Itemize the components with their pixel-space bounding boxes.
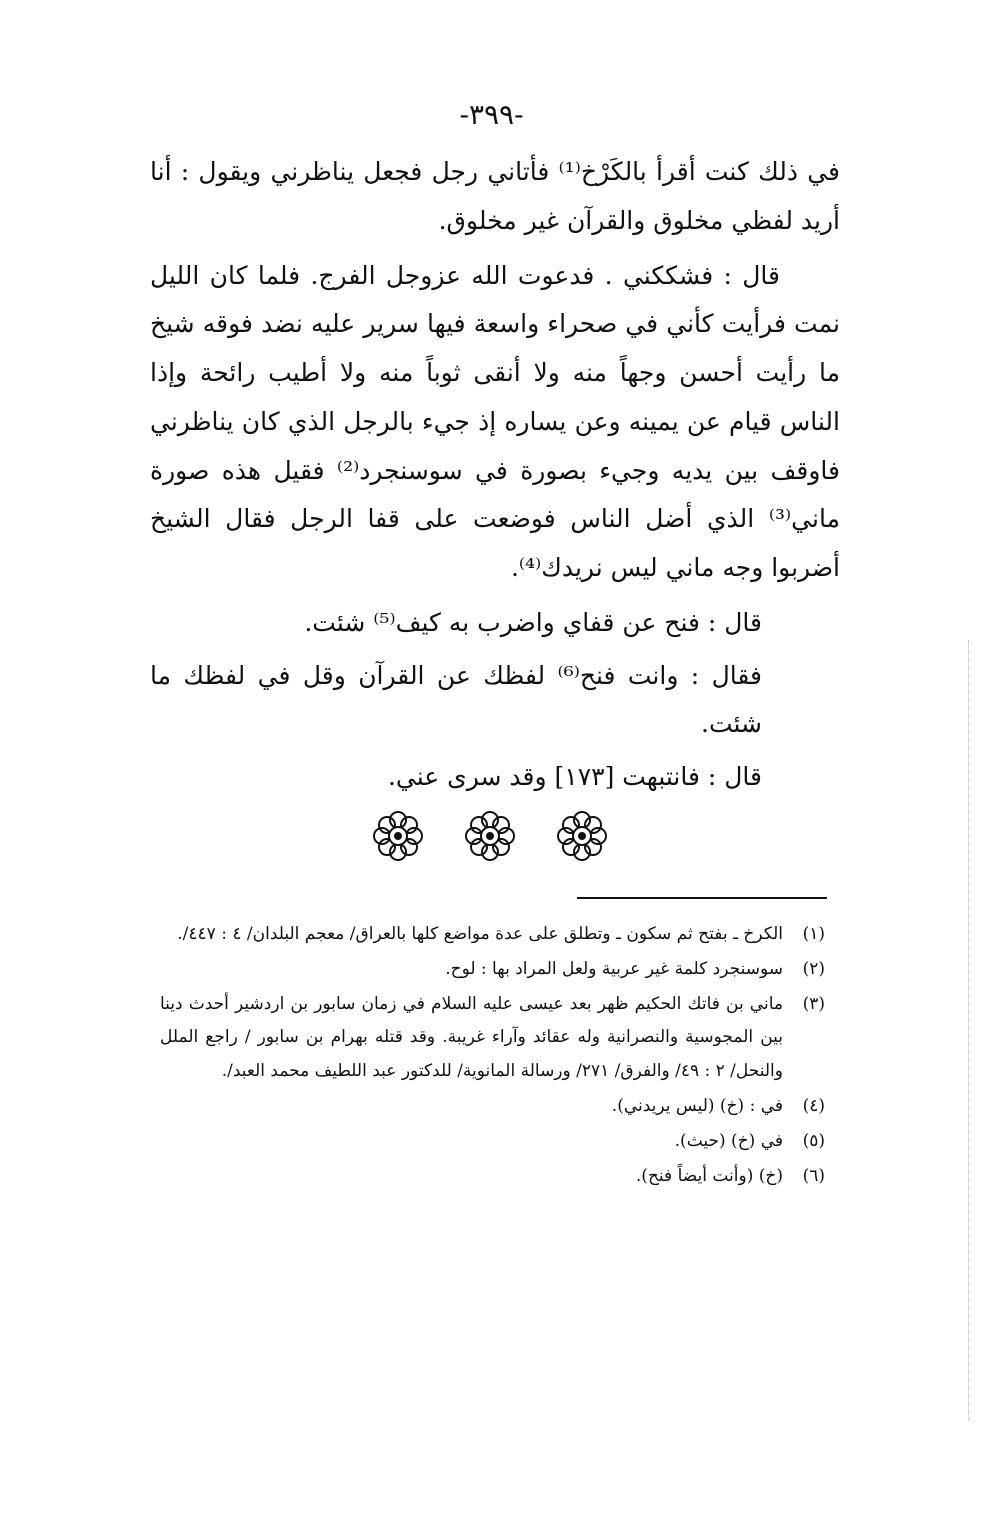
footnote-4	[160, 1090, 825, 1123]
dialogue-line-1: قال : فنح عن قفاي واضرب به كيف⁽⁵⁾ شئت.	[304, 607, 762, 637]
flower-ornament-icon	[554, 808, 610, 864]
footnote-text: في : (خ) (ليس يريدني).	[611, 1095, 783, 1116]
dialogue-line-2: فقال : وانت فنح⁽⁶⁾ لفظك عن القرآن وقل في لفظك ما شئت.	[150, 660, 762, 739]
dialogue-line-3: قال : فانتبهت [١٧٣] وقد سرى عني.	[387, 762, 762, 791]
footnotes	[160, 918, 825, 1195]
footnote-number: (٢)	[802, 959, 825, 980]
footnote-1	[160, 918, 825, 951]
scan-margin-dots	[968, 640, 969, 1420]
footnote-rule	[577, 897, 827, 899]
footnote-text: الكرخ ـ بفتح ثم سكون ـ وتطلق على عدة مواضع كلها بالعراق/ معجم البلدان/ ٤ : ٤٤٧/.	[177, 924, 783, 944]
footnote-text: (خ) (وأنت أيضاً فنح).	[635, 1165, 783, 1186]
footnote-text: في (خ) (حيث).	[674, 1130, 783, 1151]
footnote-number: (١)	[802, 924, 825, 944]
paragraph-1: في ذلك كنت أقرأ بالكَرْخ⁽¹⁾ فأتاني رجل فجعل يناظرني ويقول : أنا أريد لفظي مخلوق والقرآن غير مخلوق.	[150, 157, 840, 235]
footnote-number: (٣)	[802, 994, 825, 1015]
ornament-divider	[370, 806, 610, 866]
flower-ornament-icon	[370, 808, 426, 864]
footnote-text: سوسنجرد كلمة غير عربية ولعل المراد بها : لوح.	[445, 959, 783, 980]
footnote-number: (٤)	[802, 1095, 825, 1116]
footnote-6	[160, 1160, 825, 1193]
footnote-5	[160, 1125, 825, 1158]
footnote-2	[160, 953, 825, 986]
page-number: -٣٩٩-	[459, 98, 524, 131]
paragraph-2: قال : فشككني . فدعوت الله عزوجل الفرج. فلما كان الليل نمت فرأيت كأني في صحراء واسعة فيها سرير عليه نضد فوقه شيخ ما رأيت أحسن وجهاً منه ولا أنقى ثوباً منه ولا أطيب رائحة وإذا الناس قيام عن يمينه وعن يساره إذ جيء بالرجل الذي كان يناظرني فاوقف بين يديه وجيء بصورة في سوسنجرد⁽²⁾ فقيل هذه صورة ماني⁽³⁾ الذي أضل الناس فوضعت على قفا الرجل فقال الشيخ أضربوا وجه ماني ليس نريدك⁽⁴⁾.	[150, 260, 840, 582]
footnote-3	[160, 988, 825, 1087]
footnote-text: ماني بن فاتك الحكيم ظهر بعد عيسى عليه السلام في زمان سابور بن اردشير أحدث دينا بين المجوسية والنصرانية وله عقائد وآراء غريبة. وقد قتله بهرام بن سابور / راجع الملل والنحل/ ٢ : ٤٩/ والفرق/ ٢٧١/ ورسالة المانوية/ للدكتور عبد اللطيف محمد العبد/.	[160, 994, 783, 1081]
footnote-number: (٥)	[802, 1130, 825, 1151]
main-text	[150, 148, 840, 806]
flower-ornament-icon	[462, 808, 518, 864]
footnote-number: (٦)	[802, 1165, 825, 1186]
